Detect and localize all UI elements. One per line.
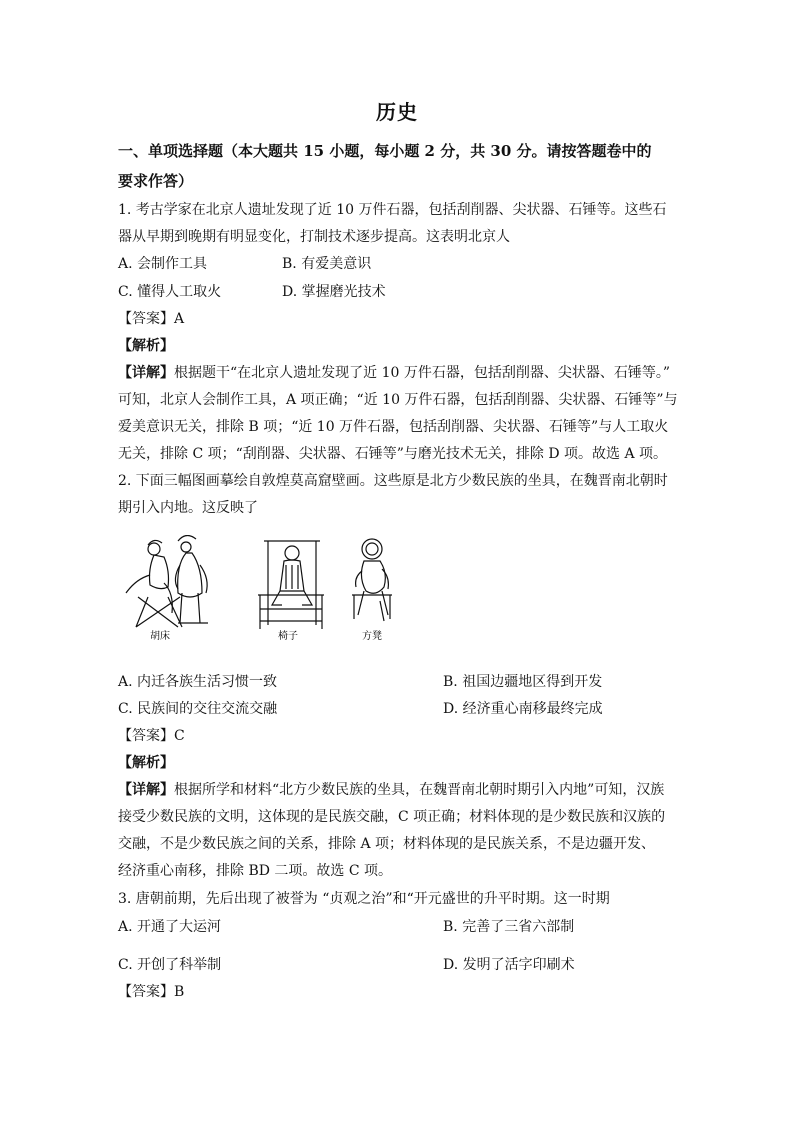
q1-stem-line2: 器从早期到晚期有明显变化，打制技术逐步提高。这表明北京人 — [118, 229, 510, 245]
section-heading — [118, 136, 678, 196]
section-heading-line2: 要求作答） — [118, 172, 194, 190]
q2-detail-label: 【详解】 — [118, 782, 174, 798]
q1-option-a: A. 会制作工具 — [118, 256, 208, 272]
chair-figure — [258, 541, 324, 629]
q2-option-a: A. 内迁各族生活习惯一致 — [118, 674, 278, 690]
q2-analysis-label: 【解析】 — [118, 755, 174, 771]
q2-stem-line1: 2. 下面三幅图画摹绘自敦煌莫高窟壁画。这些原是北方少数民族的坐具，在魏晋南北朝时 — [118, 473, 668, 489]
q1-detail-label: 【详解】 — [118, 365, 174, 381]
section-heading-line1: 一、单项选择题（本大题共 15 小题，每小题 2 分，共 30 分。请按答题卷中的 — [118, 142, 652, 160]
q2-detail-line2: 接受少数民族的文明，这体现的是民族交融，C 项正确；材料体现的是少数民族和汉族的 — [118, 809, 666, 825]
q2-detail-line3: 交融，不是少数民族之间的关系，排除 A 项；材料体现的是民族关系，不是边疆开发、 — [118, 836, 656, 852]
q3-option-a: A. 开通了大运河 — [118, 919, 222, 935]
dunhuang-seats-illustration — [118, 535, 418, 645]
q1-detail-line2: 可知，北京人会制作工具，A 项正确；“近 10 万件石器，包括刮削器、尖状器、石锤等”与 — [118, 392, 678, 408]
q2-detail-line1 — [118, 780, 678, 800]
q2-detail-line4: 经济重心南移，排除 BD 二项。故选 C 项。 — [118, 863, 393, 879]
q1-detail-line3: 爱美意识无关，排除 B 项；“近 10 万件石器，包括刮削器、尖状器、石锤等”与人工取火 — [118, 419, 669, 435]
q1-detail-line1 — [118, 363, 678, 383]
caption-fang-deng: 方凳 — [362, 631, 382, 642]
q3-answer: 【答案】B — [118, 984, 185, 1000]
q1-option-b: B. 有爱美意识 — [282, 256, 372, 272]
q3-option-c: C. 开创了科举制 — [118, 957, 222, 973]
q1-detail-line4: 无关，排除 C 项；“刮削器、尖状器、石锤等”与磨光技术无关，排除 D 项。故选 A 项。 — [118, 446, 668, 462]
q3-stem-line1: 3. 唐朝前期，先后出现了被誉为 “贞观之治”和“开元盛世的升平时期。这一时期 — [118, 891, 610, 907]
caption-hu-chuang: 胡床 — [150, 631, 170, 642]
q2-answer: 【答案】C — [118, 728, 185, 744]
caption-yi-zi: 椅子 — [278, 631, 298, 642]
q3-option-d: D. 发明了活字印刷术 — [443, 957, 575, 973]
q1-detail-text1: 根据题干“在北京人遗址发现了近 10 万件石器，包括刮削器、尖状器、石锤等。” — [174, 365, 671, 381]
q2-option-b: B. 祖国边疆地区得到开发 — [443, 674, 603, 690]
q1-answer: 【答案】A — [118, 311, 185, 327]
page-title: 历史 — [376, 100, 418, 124]
square-stool-figure — [352, 539, 392, 621]
folding-stool-figure — [126, 535, 208, 627]
q3-option-b: B. 完善了三省六部制 — [443, 919, 575, 935]
q2-stem-line2: 期引入内地。这反映了 — [118, 500, 258, 516]
q2-option-c: C. 民族间的交往交流交融 — [118, 701, 278, 717]
q2-detail-text1: 根据所学和材料“北方少数民族的坐具，在魏晋南北朝时期引入内地”可知，汉族 — [174, 782, 665, 798]
q1-option-d: D. 掌握磨光技术 — [282, 284, 386, 300]
q1-option-c: C. 懂得人工取火 — [118, 284, 222, 300]
q1-analysis-label: 【解析】 — [118, 338, 174, 354]
q2-option-d: D. 经济重心南移最终完成 — [443, 701, 603, 717]
q1-stem-line1: 1. 考古学家在北京人遗址发现了近 10 万件石器，包括刮削器、尖状器、石锤等。这些石 — [118, 202, 667, 218]
